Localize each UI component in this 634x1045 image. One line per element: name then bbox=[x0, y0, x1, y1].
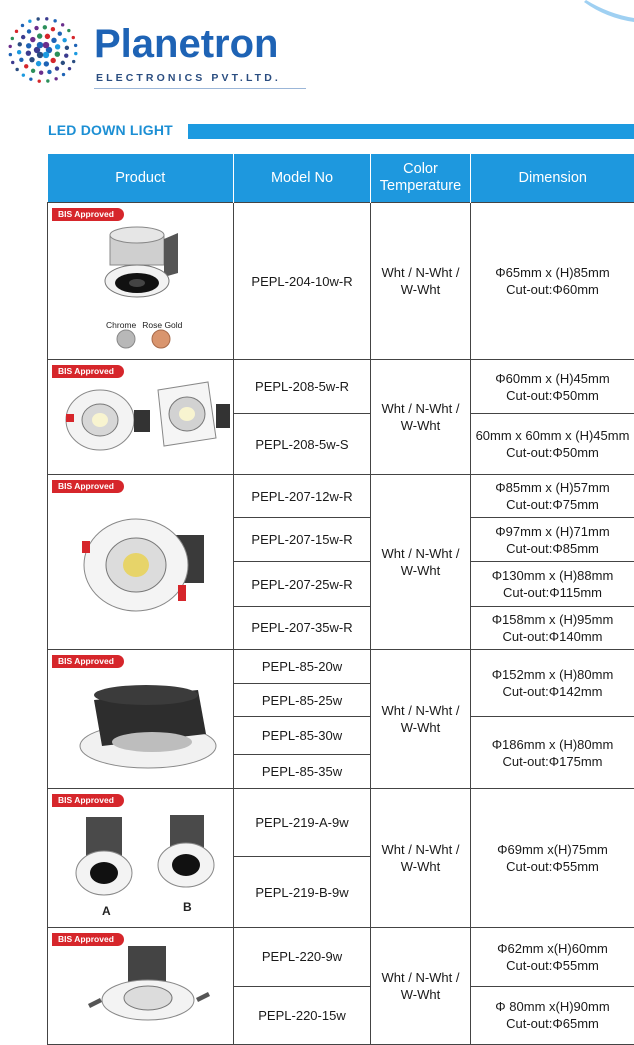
dimension-cell bbox=[471, 928, 634, 987]
product-table bbox=[47, 154, 634, 1045]
color-temp-cell: Wht / N-Wht / W-Wht bbox=[371, 360, 471, 475]
dimension-cell bbox=[471, 606, 634, 649]
logo-dot bbox=[43, 25, 47, 29]
color-temp-cell: Wht / N-Wht / W-Wht bbox=[371, 203, 471, 360]
variant-a-label: A bbox=[102, 903, 111, 920]
finish-rose-gold-label: Rose Gold bbox=[142, 320, 182, 330]
logo-dot bbox=[9, 45, 12, 48]
section-title-bar bbox=[188, 124, 634, 139]
color-temp-cell: Wht / N-Wht / W-Wht bbox=[371, 789, 471, 928]
logo-dot bbox=[21, 35, 25, 39]
logo-dot bbox=[72, 60, 75, 63]
logo-dot bbox=[72, 36, 75, 39]
brand-subtitle: ELECTRONICS PVT.LTD. bbox=[96, 72, 281, 84]
logo-dot bbox=[11, 37, 14, 40]
product-image-cell bbox=[48, 203, 234, 360]
dimension-cell bbox=[471, 360, 634, 414]
model-cell: PEPL-85-30w bbox=[234, 717, 371, 755]
bis-approved-badge: BIS Approved bbox=[52, 794, 124, 807]
dimension-cutout: Cut-out:Φ50mm bbox=[474, 387, 631, 404]
bis-approved-badge: BIS Approved bbox=[52, 208, 124, 221]
logo-dot bbox=[62, 38, 66, 42]
downlight-heatsink-image bbox=[48, 650, 234, 784]
page-header bbox=[0, 0, 634, 115]
logo-dot bbox=[45, 17, 48, 20]
brand-name: Planetron bbox=[94, 22, 279, 67]
dimension-cutout: Cut-out:Φ115mm bbox=[474, 584, 631, 601]
dimension-cell bbox=[471, 414, 634, 475]
logo-dot bbox=[29, 57, 34, 62]
dimension-cutout: Cut-out:Φ75mm bbox=[474, 496, 631, 513]
header-model: Model No bbox=[234, 154, 371, 203]
logo-dot bbox=[68, 67, 71, 70]
model-cell: PEPL-220-9w bbox=[234, 928, 371, 987]
logo-dot bbox=[37, 42, 43, 48]
dimension-size: Φ 80mm x(H)90mm bbox=[474, 998, 631, 1015]
dimension-size: 60mm x 60mm x (H)45mm bbox=[474, 427, 631, 444]
header-product: Product bbox=[48, 154, 234, 203]
dimension-cell bbox=[471, 789, 634, 928]
logo-dot bbox=[17, 50, 21, 54]
product-image-cell bbox=[48, 650, 234, 789]
model-cell: PEPL-207-12w-R bbox=[234, 475, 371, 518]
dimension-size: Φ60mm x (H)45mm bbox=[474, 370, 631, 387]
model-cell: PEPL-204-10w-R bbox=[234, 203, 371, 360]
dimension-cutout: Cut-out:Φ85mm bbox=[474, 540, 631, 557]
logo-dot bbox=[64, 53, 68, 57]
logo-dot bbox=[36, 17, 39, 20]
product-image-cell bbox=[48, 789, 234, 928]
dimension-cell bbox=[471, 518, 634, 562]
bis-approved-badge: BIS Approved bbox=[52, 480, 124, 493]
color-temp-cell: Wht / N-Wht / W-Wht bbox=[371, 650, 471, 789]
variant-b-label: B bbox=[183, 899, 192, 916]
dimension-size: Φ152mm x (H)80mm bbox=[474, 666, 631, 683]
logo-dot bbox=[11, 61, 14, 64]
logo-dot bbox=[53, 19, 56, 22]
logo-dot bbox=[58, 32, 62, 36]
logo-dot bbox=[45, 34, 50, 39]
dimension-cell bbox=[471, 203, 634, 360]
logo-dot bbox=[15, 30, 18, 33]
model-cell: PEPL-208-5w-R bbox=[234, 360, 371, 414]
table-row bbox=[48, 928, 634, 987]
dimension-cutout: Cut-out:Φ50mm bbox=[474, 444, 631, 461]
logo-dot bbox=[43, 42, 49, 48]
logo-dot bbox=[38, 79, 41, 82]
table-row bbox=[48, 650, 634, 684]
finish-chrome-label: Chrome bbox=[106, 320, 136, 330]
model-cell: PEPL-219-A-9w bbox=[234, 789, 371, 857]
color-temp-cell: Wht / N-Wht / W-Wht bbox=[371, 475, 471, 650]
dimension-cell bbox=[471, 717, 634, 789]
dimension-size: Φ186mm x (H)80mm bbox=[474, 736, 631, 753]
logo-dot bbox=[47, 70, 51, 74]
bis-approved-badge: BIS Approved bbox=[52, 933, 124, 946]
color-temp-cell: Wht / N-Wht / W-Wht bbox=[371, 928, 471, 1045]
logo-dot bbox=[22, 73, 25, 76]
logo-dot bbox=[37, 33, 42, 38]
product-image-cell bbox=[48, 475, 234, 650]
dimension-cutout: Cut-out:Φ60mm bbox=[474, 281, 631, 298]
logo-dot bbox=[61, 61, 65, 65]
logo-dot bbox=[46, 79, 49, 82]
table-header-row bbox=[48, 154, 634, 203]
dimension-cell bbox=[471, 475, 634, 518]
logo-dot bbox=[74, 44, 77, 47]
logo-dot bbox=[55, 66, 59, 70]
logo-dot bbox=[26, 50, 31, 55]
model-cell: PEPL-219-B-9w bbox=[234, 857, 371, 928]
logo-dot bbox=[18, 42, 22, 46]
logo-dot bbox=[67, 29, 70, 32]
logo-dot bbox=[28, 20, 31, 23]
model-cell: PEPL-220-15w bbox=[234, 986, 371, 1045]
dimension-cutout: Cut-out:Φ55mm bbox=[474, 957, 631, 974]
section-title: LED DOWN LIGHT bbox=[48, 122, 173, 138]
downlight-ab-variants-image bbox=[48, 789, 234, 923]
dimension-cutout: Cut-out:Φ140mm bbox=[474, 628, 631, 645]
product-image-cell bbox=[48, 360, 234, 475]
logo-dot bbox=[34, 26, 38, 30]
logo-dot bbox=[24, 64, 28, 68]
logo-dot bbox=[50, 58, 55, 63]
dimension-cell bbox=[471, 650, 634, 717]
logo-dot bbox=[31, 69, 35, 73]
table-row bbox=[48, 789, 634, 857]
dimension-cell bbox=[471, 562, 634, 606]
logo-dot bbox=[36, 61, 41, 66]
planetron-logo-icon bbox=[4, 14, 82, 86]
logo-dot bbox=[26, 43, 31, 48]
table-row bbox=[48, 475, 634, 518]
bis-approved-badge: BIS Approved bbox=[52, 655, 124, 668]
logo-dot bbox=[19, 58, 23, 62]
model-cell: PEPL-85-20w bbox=[234, 650, 371, 684]
logo-dot bbox=[44, 61, 49, 66]
downlight-gimbal-image bbox=[48, 475, 234, 645]
logo-dot bbox=[51, 38, 56, 43]
logo-dot bbox=[15, 68, 18, 71]
model-cell: PEPL-207-15w-R bbox=[234, 518, 371, 562]
logo-dot bbox=[21, 24, 24, 27]
logo-dot bbox=[30, 37, 35, 42]
dimension-size: Φ97mm x (H)71mm bbox=[474, 523, 631, 540]
dimension-cutout: Cut-out:Φ142mm bbox=[474, 683, 631, 700]
logo-dot bbox=[62, 73, 65, 76]
header-color-temperature: Color Temperature bbox=[371, 154, 471, 203]
logo-dot bbox=[65, 46, 69, 50]
dimension-size: Φ65mm x (H)85mm bbox=[474, 264, 631, 281]
dimension-size: Φ69mm x(H)75mm bbox=[474, 841, 631, 858]
dimension-cutout: Cut-out:Φ175mm bbox=[474, 753, 631, 770]
logo-dot bbox=[9, 53, 12, 56]
logo-dot bbox=[27, 29, 31, 33]
dimension-cutout: Cut-out:Φ55mm bbox=[474, 858, 631, 875]
logo-dot bbox=[61, 23, 64, 26]
bis-approved-badge: BIS Approved bbox=[52, 365, 124, 378]
model-cell: PEPL-85-25w bbox=[234, 684, 371, 717]
dimension-cutout: Cut-out:Φ65mm bbox=[474, 1015, 631, 1032]
brand-underline bbox=[94, 88, 306, 89]
finish-labels bbox=[106, 317, 188, 334]
logo-dot bbox=[55, 52, 60, 57]
model-cell: PEPL-207-35w-R bbox=[234, 606, 371, 649]
logo-dot bbox=[51, 27, 55, 31]
corner-swoosh-decoration bbox=[584, 0, 634, 22]
dimension-size: Φ62mm x(H)60mm bbox=[474, 940, 631, 957]
model-cell: PEPL-85-35w bbox=[234, 755, 371, 789]
model-cell: PEPL-208-5w-S bbox=[234, 414, 371, 475]
dimension-size: Φ158mm x (H)95mm bbox=[474, 611, 631, 628]
dimension-cell bbox=[471, 986, 634, 1045]
logo-dot bbox=[55, 44, 60, 49]
logo-dot bbox=[54, 77, 57, 80]
dimension-size: Φ130mm x (H)88mm bbox=[474, 567, 631, 584]
header-dimension: Dimension bbox=[471, 154, 634, 203]
model-cell: PEPL-207-25w-R bbox=[234, 562, 371, 606]
logo-dot bbox=[43, 52, 49, 58]
logo-dot bbox=[29, 77, 32, 80]
logo-dot bbox=[39, 71, 43, 75]
dimension-size: Φ85mm x (H)57mm bbox=[474, 479, 631, 496]
logo-dot bbox=[74, 52, 77, 55]
table-row bbox=[48, 203, 634, 360]
product-image-cell bbox=[48, 928, 234, 1045]
table-row bbox=[48, 360, 634, 414]
